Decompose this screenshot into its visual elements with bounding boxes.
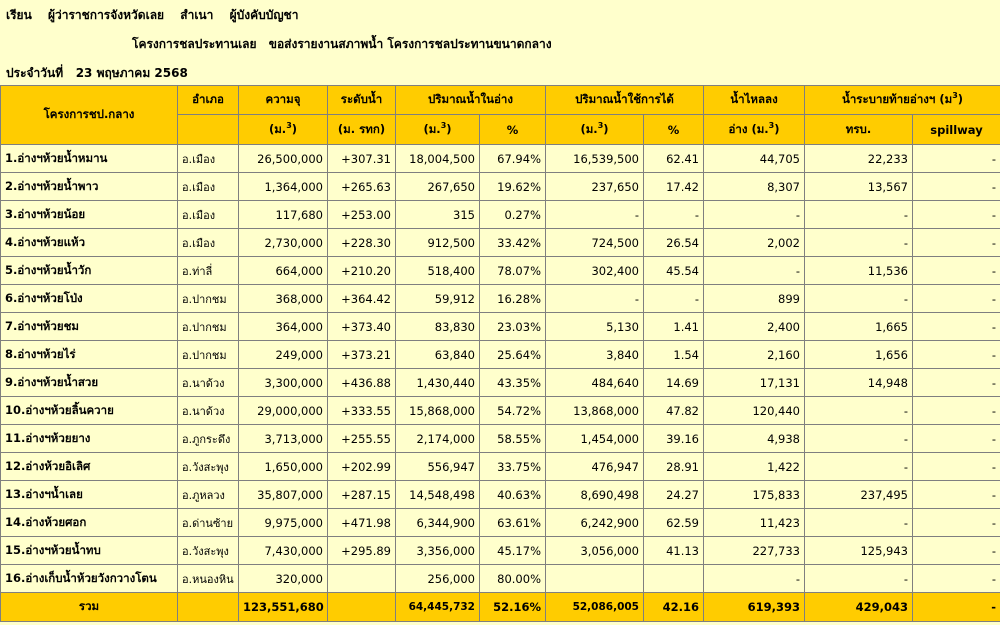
row-usable-pct: 39.16 [644, 425, 704, 453]
row-capacity: 117,680 [239, 201, 328, 229]
row-spillway: - [913, 313, 1000, 341]
row-storage: 315 [396, 201, 480, 229]
row-usable-pct: 62.41 [644, 145, 704, 173]
row-release: 13,567 [805, 173, 913, 201]
row-inflow: 899 [704, 285, 805, 313]
row-capacity: 664,000 [239, 257, 328, 285]
table-row [1, 285, 1000, 313]
row-capacity: 9,975,000 [239, 509, 328, 537]
row-storage-pct: 43.35% [480, 369, 546, 397]
col-storage-unit: (ม.$^3$) [396, 115, 480, 145]
total-storage-pct: 52.16% [480, 593, 546, 622]
row-capacity: 35,807,000 [239, 481, 328, 509]
row-spillway: - [913, 565, 1000, 593]
row-inflow: 120,440 [704, 397, 805, 425]
row-usable: 6,242,900 [546, 509, 644, 537]
col-inflow: น้ำไหลลง [704, 86, 805, 115]
row-usable: - [546, 201, 644, 229]
row-storage-pct: 33.42% [480, 229, 546, 257]
row-usable-pct: 14.69 [644, 369, 704, 397]
col-capacity-unit: (ม.$^3$) [239, 115, 328, 145]
row-usable: 3,840 [546, 341, 644, 369]
row-usable-pct: - [644, 201, 704, 229]
to-recipient: ผู้ว่าราชการจังหวัดเลย [47, 8, 165, 22]
row-level: +436.88 [328, 369, 396, 397]
table-row [1, 537, 1000, 565]
total-inflow: 619,393 [704, 593, 805, 622]
row-usable: 8,690,498 [546, 481, 644, 509]
row-level: +253.00 [328, 201, 396, 229]
row-name: 5.อ่างฯห้วยน้ำวัก [1, 257, 178, 285]
row-spillway: - [913, 201, 1000, 229]
row-storage: 518,400 [396, 257, 480, 285]
total-label: รวม [1, 593, 178, 622]
row-usable-pct: 45.54 [644, 257, 704, 285]
row-spillway: - [913, 145, 1000, 173]
row-release: 14,948 [805, 369, 913, 397]
table-row [1, 145, 1000, 173]
col-release-main: ทรบ. [805, 115, 913, 145]
row-inflow: 227,733 [704, 537, 805, 565]
row-release: 22,233 [805, 145, 913, 173]
table-row [1, 565, 1000, 593]
row-inflow: - [704, 565, 805, 593]
row-level: +373.40 [328, 313, 396, 341]
row-release: - [805, 285, 913, 313]
total-usable: 52,086,005 [546, 593, 644, 622]
row-storage: 14,548,498 [396, 481, 480, 509]
row-usable: 1,454,000 [546, 425, 644, 453]
table-row [1, 453, 1000, 481]
row-capacity: 320,000 [239, 565, 328, 593]
col-usable-unit: (ม.$^3$) [546, 115, 644, 145]
row-name: 9.อ่างฯห้วยน้ำสวย [1, 369, 178, 397]
row-usable-pct: 24.27 [644, 481, 704, 509]
col-inflow-unit: อ่าง (ม.$^3$) [704, 115, 805, 145]
total-capacity: 123,551,680 [239, 593, 328, 622]
row-spillway: - [913, 537, 1000, 565]
row-capacity: 26,500,000 [239, 145, 328, 173]
row-capacity: 2,730,000 [239, 229, 328, 257]
row-storage-pct: 23.03% [480, 313, 546, 341]
row-district: อ.เมือง [178, 145, 239, 173]
col-release-spillway: spillway [913, 115, 1000, 145]
row-district: อ.วังสะพุง [178, 537, 239, 565]
row-usable: 13,868,000 [546, 397, 644, 425]
row-usable [546, 565, 644, 593]
table-row [1, 313, 1000, 341]
recipient-line [6, 6, 1000, 25]
row-storage-pct: 58.55% [480, 425, 546, 453]
col-storage: ปริมาณน้ำในอ่าง [396, 86, 546, 115]
row-release: 125,943 [805, 537, 913, 565]
row-name: 12.อ่างห้วยอิเลิศ [1, 453, 178, 481]
row-release: 11,536 [805, 257, 913, 285]
col-usable: ปริมาณน้ำใช้การได้ [546, 86, 704, 115]
row-district: อ.ท่าลี่ [178, 257, 239, 285]
row-spillway: - [913, 229, 1000, 257]
row-release: 237,495 [805, 481, 913, 509]
row-level: +255.55 [328, 425, 396, 453]
row-inflow: 8,307 [704, 173, 805, 201]
row-storage-pct: 45.17% [480, 537, 546, 565]
row-storage: 59,912 [396, 285, 480, 313]
row-name: 8.อ่างฯห้วยไร่ [1, 341, 178, 369]
table-row [1, 173, 1000, 201]
row-capacity: 29,000,000 [239, 397, 328, 425]
col-level-unit: (ม. รทก) [328, 115, 396, 145]
subject-line [132, 35, 1000, 54]
row-district: อ.นาด้วง [178, 369, 239, 397]
row-usable-pct: 41.13 [644, 537, 704, 565]
table-row [1, 425, 1000, 453]
total-spillway: - [913, 593, 1000, 622]
row-level: +265.63 [328, 173, 396, 201]
row-release: - [805, 397, 913, 425]
row-name: 4.อ่างฯห้วยแห้ว [1, 229, 178, 257]
row-level: +471.98 [328, 509, 396, 537]
table-row [1, 369, 1000, 397]
row-storage: 6,344,900 [396, 509, 480, 537]
row-usable: 302,400 [546, 257, 644, 285]
row-release: 1,665 [805, 313, 913, 341]
row-name: 6.อ่างฯห้วยโป่ง [1, 285, 178, 313]
col-release: น้ำระบายท้ายอ่างฯ (ม$^3$) [805, 86, 1000, 115]
row-storage: 18,004,500 [396, 145, 480, 173]
row-district: อ.ปากชม [178, 313, 239, 341]
row-name: 15.อ่างฯห้วยน้ำทบ [1, 537, 178, 565]
row-spillway: - [913, 425, 1000, 453]
row-capacity: 364,000 [239, 313, 328, 341]
row-district: อ.ภูหลวง [178, 481, 239, 509]
row-storage-pct: 54.72% [480, 397, 546, 425]
col-usable-pct: % [644, 115, 704, 145]
row-level: +333.55 [328, 397, 396, 425]
row-name: 14.อ่างห้วยศอก [1, 509, 178, 537]
row-spillway: - [913, 285, 1000, 313]
row-capacity: 3,713,000 [239, 425, 328, 453]
copy-recipient: ผู้บังคับบัญชา [229, 8, 299, 22]
row-name: 7.อ่างฯห้วยชม [1, 313, 178, 341]
row-usable: - [546, 285, 644, 313]
row-usable-pct: 1.41 [644, 313, 704, 341]
row-district: อ.เมือง [178, 201, 239, 229]
row-storage-pct: 63.61% [480, 509, 546, 537]
row-storage-pct: 25.64% [480, 341, 546, 369]
row-usable: 724,500 [546, 229, 644, 257]
row-usable: 484,640 [546, 369, 644, 397]
total-storage: 64,445,732 [396, 593, 480, 622]
row-storage: 267,650 [396, 173, 480, 201]
row-level: +287.15 [328, 481, 396, 509]
row-storage-pct: 67.94% [480, 145, 546, 173]
row-inflow: 11,423 [704, 509, 805, 537]
row-capacity: 1,364,000 [239, 173, 328, 201]
row-release: - [805, 509, 913, 537]
row-district: อ.วังสะพุง [178, 453, 239, 481]
row-storage-pct: 40.63% [480, 481, 546, 509]
row-district: อ.ปากชม [178, 285, 239, 313]
total-level [328, 593, 396, 622]
row-storage: 256,000 [396, 565, 480, 593]
total-district [178, 593, 239, 622]
row-inflow: 2,400 [704, 313, 805, 341]
row-usable-pct: 47.82 [644, 397, 704, 425]
row-usable-pct: 62.59 [644, 509, 704, 537]
total-release: 429,043 [805, 593, 913, 622]
row-spillway: - [913, 257, 1000, 285]
row-name: 11.อ่างฯห้วยยาง [1, 425, 178, 453]
date-label: ประจำวันที่ [6, 66, 64, 80]
row-usable-pct: 1.54 [644, 341, 704, 369]
row-spillway: - [913, 369, 1000, 397]
row-capacity: 1,650,000 [239, 453, 328, 481]
row-usable: 476,947 [546, 453, 644, 481]
row-storage-pct: 19.62% [480, 173, 546, 201]
row-release: - [805, 565, 913, 593]
row-usable-pct: 28.91 [644, 453, 704, 481]
row-capacity: 249,000 [239, 341, 328, 369]
col-storage-pct: % [480, 115, 546, 145]
row-inflow: 17,131 [704, 369, 805, 397]
row-storage-pct: 80.00% [480, 565, 546, 593]
row-inflow: - [704, 257, 805, 285]
row-storage-pct: 0.27% [480, 201, 546, 229]
row-storage: 2,174,000 [396, 425, 480, 453]
row-name: 1.อ่างฯห้วยน้ำหมาน [1, 145, 178, 173]
total-row [1, 593, 1000, 622]
row-level: +202.99 [328, 453, 396, 481]
row-usable: 5,130 [546, 313, 644, 341]
subject-text: ขอส่งรายงานสภาพน้ำ โครงการชลประทานขนาดกลาง [268, 37, 552, 51]
table-row [1, 341, 1000, 369]
row-capacity: 7,430,000 [239, 537, 328, 565]
row-level [328, 565, 396, 593]
row-level: +228.30 [328, 229, 396, 257]
col-capacity: ความจุ [239, 86, 328, 115]
row-storage: 3,356,000 [396, 537, 480, 565]
col-level: ระดับน้ำ [328, 86, 396, 115]
row-district: อ.เมือง [178, 229, 239, 257]
col-district: อำเภอ [178, 86, 239, 115]
row-release: - [805, 425, 913, 453]
row-release: - [805, 229, 913, 257]
to-label: เรียน [6, 8, 32, 22]
col-district-sub [178, 115, 239, 145]
row-inflow: 44,705 [704, 145, 805, 173]
row-usable: 16,539,500 [546, 145, 644, 173]
col-project: โครงการชป.กลาง [1, 86, 178, 145]
row-spillway: - [913, 481, 1000, 509]
row-release: - [805, 453, 913, 481]
row-usable-pct: 26.54 [644, 229, 704, 257]
row-level: +210.20 [328, 257, 396, 285]
water-report-table [0, 85, 1000, 622]
row-inflow: 1,422 [704, 453, 805, 481]
row-inflow: 175,833 [704, 481, 805, 509]
row-level: +364.42 [328, 285, 396, 313]
row-release: 1,656 [805, 341, 913, 369]
row-name: 16.อ่างเก็บน้ำห้วยวังกวางโตน [1, 565, 178, 593]
table-row [1, 229, 1000, 257]
row-district: อ.ด่านซ้าย [178, 509, 239, 537]
row-usable-pct [644, 565, 704, 593]
row-storage: 912,500 [396, 229, 480, 257]
row-storage: 15,868,000 [396, 397, 480, 425]
row-district: อ.ภูกระดึง [178, 425, 239, 453]
row-name: 13.อ่างฯน้ำเลย [1, 481, 178, 509]
row-district: อ.นาด้วง [178, 397, 239, 425]
row-storage: 83,830 [396, 313, 480, 341]
total-usable-pct: 42.16 [644, 593, 704, 622]
row-level: +373.21 [328, 341, 396, 369]
row-district: อ.ปากชม [178, 341, 239, 369]
row-storage: 556,947 [396, 453, 480, 481]
row-inflow: 2,002 [704, 229, 805, 257]
row-inflow: - [704, 201, 805, 229]
row-district: อ.หนองหิน [178, 565, 239, 593]
row-usable: 237,650 [546, 173, 644, 201]
table-row [1, 201, 1000, 229]
row-capacity: 368,000 [239, 285, 328, 313]
row-storage-pct: 78.07% [480, 257, 546, 285]
row-inflow: 4,938 [704, 425, 805, 453]
row-name: 10.อ่างฯห้วยลิ้นควาย [1, 397, 178, 425]
row-storage: 63,840 [396, 341, 480, 369]
row-usable-pct: - [644, 285, 704, 313]
date-value: 23 พฤษภาคม 2568 [75, 66, 188, 80]
row-name: 3.อ่างฯห้วยน้อย [1, 201, 178, 229]
row-capacity: 3,300,000 [239, 369, 328, 397]
row-spillway: - [913, 509, 1000, 537]
row-storage-pct: 33.75% [480, 453, 546, 481]
row-spillway: - [913, 453, 1000, 481]
row-release: - [805, 201, 913, 229]
table-row [1, 257, 1000, 285]
row-storage-pct: 16.28% [480, 285, 546, 313]
row-storage: 1,430,440 [396, 369, 480, 397]
row-district: อ.เมือง [178, 173, 239, 201]
copy-label: สำเนา [180, 8, 214, 22]
row-level: +307.31 [328, 145, 396, 173]
table-row [1, 481, 1000, 509]
row-inflow: 2,160 [704, 341, 805, 369]
row-name: 2.อ่างฯห้วยน้ำพาว [1, 173, 178, 201]
row-spillway: - [913, 397, 1000, 425]
row-usable-pct: 17.42 [644, 173, 704, 201]
row-level: +295.89 [328, 537, 396, 565]
subject-org: โครงการชลประทานเลย [132, 37, 257, 51]
date-line [6, 64, 1000, 83]
row-usable: 3,056,000 [546, 537, 644, 565]
table-row [1, 509, 1000, 537]
table-row [1, 397, 1000, 425]
row-spillway: - [913, 341, 1000, 369]
row-spillway: - [913, 173, 1000, 201]
